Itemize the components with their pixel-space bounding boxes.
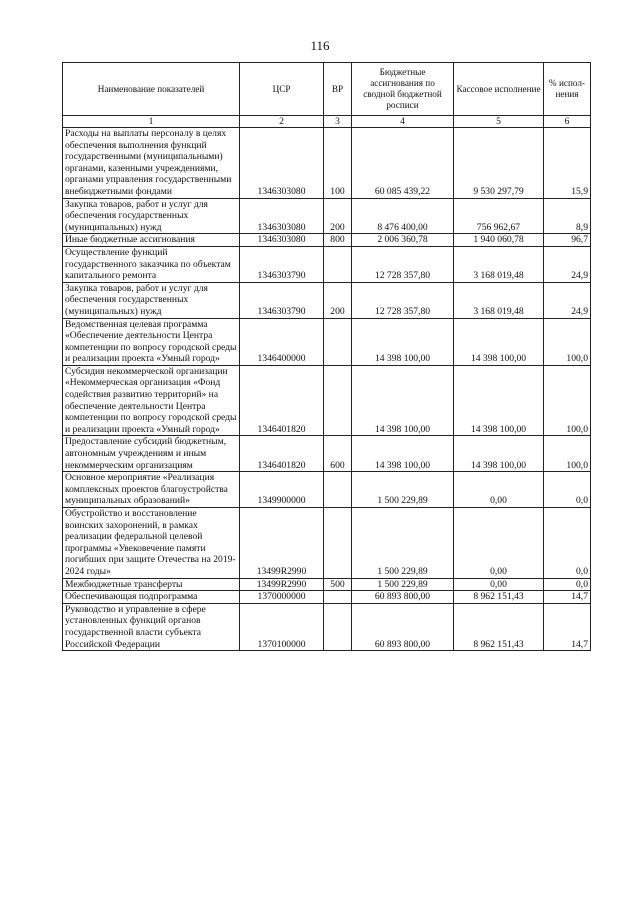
row-name-cell: Расходы на выплаты персоналу в целях обеспечения выполнения функций государственными (муниципальными) органами, казенными учреждениями, органами управления государственными внебюджетными фондами xyxy=(63,128,240,199)
row-csr-cell: 1370100000 xyxy=(240,603,324,650)
row-csr-cell: 1346303080 xyxy=(240,234,324,247)
table-row xyxy=(63,436,591,472)
row-execution-cell: 0,00 xyxy=(454,508,544,579)
table-row xyxy=(63,128,591,199)
header-execution: Кассовое исполнение xyxy=(454,63,544,116)
table-row xyxy=(63,198,591,234)
row-execution-cell: 3 168 019,48 xyxy=(454,246,544,282)
row-assignments-cell: 14 398 100,00 xyxy=(352,436,454,472)
row-assignments-cell: 1 500 229,89 xyxy=(352,508,454,579)
row-execution-cell: 8 962 151,43 xyxy=(454,603,544,650)
row-percent-cell: 0,0 xyxy=(544,508,591,579)
column-number: 2 xyxy=(240,116,324,128)
header-assignments: Бюджетные ассигнования по сводной бюджетной росписи xyxy=(352,63,454,116)
row-percent-cell: 100,0 xyxy=(544,365,591,436)
row-name-cell: Закупка товаров, работ и услуг для обеспечения государственных (муниципальных) нужд xyxy=(63,198,240,234)
page-number: 116 xyxy=(310,38,330,53)
header-csr: ЦСР xyxy=(240,63,324,116)
row-assignments-cell: 1 500 229,89 xyxy=(352,472,454,508)
budget-execution-table xyxy=(62,62,591,651)
row-csr-cell: 1346303080 xyxy=(240,128,324,199)
row-percent-cell: 100,0 xyxy=(544,318,591,365)
row-vr-cell: 500 xyxy=(324,578,352,591)
table-row xyxy=(63,318,591,365)
row-execution-cell: 8 962 151,43 xyxy=(454,591,544,604)
row-assignments-cell: 12 728 357,80 xyxy=(352,282,454,318)
row-assignments-cell: 60 893 800,00 xyxy=(352,603,454,650)
row-percent-cell: 100,0 xyxy=(544,436,591,472)
column-number: 5 xyxy=(454,116,544,128)
table-row xyxy=(63,603,591,650)
row-csr-cell: 1346400000 xyxy=(240,318,324,365)
column-number: 3 xyxy=(324,116,352,128)
row-name-cell: Предоставление субсидий бюджетным, автономным учреждениям и иным некоммерческим организациям xyxy=(63,436,240,472)
row-execution-cell: 14 398 100,00 xyxy=(454,365,544,436)
column-number: 1 xyxy=(63,116,240,128)
column-number: 6 xyxy=(544,116,591,128)
row-vr-cell xyxy=(324,508,352,579)
row-csr-cell: 13499R2990 xyxy=(240,508,324,579)
row-csr-cell: 1346303790 xyxy=(240,282,324,318)
row-vr-cell xyxy=(324,365,352,436)
row-percent-cell: 8,9 xyxy=(544,198,591,234)
row-execution-cell: 14 398 100,00 xyxy=(454,436,544,472)
row-vr-cell xyxy=(324,591,352,604)
row-percent-cell: 14,7 xyxy=(544,591,591,604)
row-name-cell: Закупка товаров, работ и услуг для обеспечения государственных (муниципальных) нужд xyxy=(63,282,240,318)
row-execution-cell: 3 168 019,48 xyxy=(454,282,544,318)
row-csr-cell: 13499R2990 xyxy=(240,578,324,591)
row-execution-cell: 756 962,67 xyxy=(454,198,544,234)
row-execution-cell: 9 530 297,79 xyxy=(454,128,544,199)
row-csr-cell: 1346303080 xyxy=(240,198,324,234)
row-name-cell: Ведомственная целевая программа «Обеспечение деятельности Центра компетенции по вопросу городской среды и реализации проекта «Умный город» xyxy=(63,318,240,365)
row-vr-cell: 800 xyxy=(324,234,352,247)
row-execution-cell: 0,00 xyxy=(454,578,544,591)
row-assignments-cell: 14 398 100,00 xyxy=(352,365,454,436)
row-vr-cell xyxy=(324,318,352,365)
row-percent-cell: 15,9 xyxy=(544,128,591,199)
row-assignments-cell: 2 006 360,78 xyxy=(352,234,454,247)
row-name-cell: Осуществление функций государственного заказчика по объектам капитального ремонта xyxy=(63,246,240,282)
row-assignments-cell: 60 085 439,22 xyxy=(352,128,454,199)
row-assignments-cell: 8 476 400,00 xyxy=(352,198,454,234)
row-execution-cell: 0,00 xyxy=(454,472,544,508)
table-row xyxy=(63,508,591,579)
table-row xyxy=(63,365,591,436)
row-execution-cell: 1 940 060,78 xyxy=(454,234,544,247)
header-percent: % испол-нения xyxy=(544,63,591,116)
row-vr-cell: 600 xyxy=(324,436,352,472)
row-percent-cell: 24,9 xyxy=(544,246,591,282)
row-assignments-cell: 60 893 800,00 xyxy=(352,591,454,604)
row-vr-cell: 200 xyxy=(324,282,352,318)
row-percent-cell: 24,9 xyxy=(544,282,591,318)
table-row xyxy=(63,234,591,247)
row-execution-cell: 14 398 100,00 xyxy=(454,318,544,365)
row-percent-cell: 0,0 xyxy=(544,472,591,508)
row-assignments-cell: 12 728 357,80 xyxy=(352,246,454,282)
row-percent-cell: 14,7 xyxy=(544,603,591,650)
row-assignments-cell: 1 500 229,89 xyxy=(352,578,454,591)
table-row xyxy=(63,578,591,591)
row-percent-cell: 0,0 xyxy=(544,578,591,591)
row-name-cell: Обустройство и восстановление воинских захоронений, в рамках реализации федеральной целевой программы «Увековечение памяти погибших при защите Отечества на 2019-2024 годы» xyxy=(63,508,240,579)
table-row xyxy=(63,282,591,318)
row-vr-cell xyxy=(324,603,352,650)
row-csr-cell: 1346401820 xyxy=(240,365,324,436)
row-vr-cell: 200 xyxy=(324,198,352,234)
row-name-cell: Руководство и управление в сфере установленных функций органов государственной власти субъекта Российской Федерации xyxy=(63,603,240,650)
row-csr-cell: 1370000000 xyxy=(240,591,324,604)
row-percent-cell: 96,7 xyxy=(544,234,591,247)
row-vr-cell: 100 xyxy=(324,128,352,199)
table-row xyxy=(63,591,591,604)
row-csr-cell: 1346303790 xyxy=(240,246,324,282)
header-vr: ВР xyxy=(324,63,352,116)
row-name-cell: Субсидия некоммерческой организации «Некоммерческая организация «Фонд содействия развитию территорий» на обеспечение деятельности Центра компетенции по вопросу городской среды и реализации проекта «Умный город» xyxy=(63,365,240,436)
row-name-cell: Обеспечивающая подпрограмма xyxy=(63,591,240,604)
row-assignments-cell: 14 398 100,00 xyxy=(352,318,454,365)
row-csr-cell: 1349900000 xyxy=(240,472,324,508)
row-name-cell: Межбюджетные трансферты xyxy=(63,578,240,591)
table-row xyxy=(63,472,591,508)
row-vr-cell xyxy=(324,472,352,508)
row-csr-cell: 1346401820 xyxy=(240,436,324,472)
row-name-cell: Основное мероприятие «Реализация комплексных проектов благоустройства муниципальных образований» xyxy=(63,472,240,508)
header-name: Наименование показателей xyxy=(63,63,240,116)
row-vr-cell xyxy=(324,246,352,282)
table-header-row xyxy=(63,63,591,116)
table-row xyxy=(63,246,591,282)
column-numbers-row xyxy=(63,116,591,128)
row-name-cell: Иные бюджетные ассигнования xyxy=(63,234,240,247)
column-number: 4 xyxy=(352,116,454,128)
